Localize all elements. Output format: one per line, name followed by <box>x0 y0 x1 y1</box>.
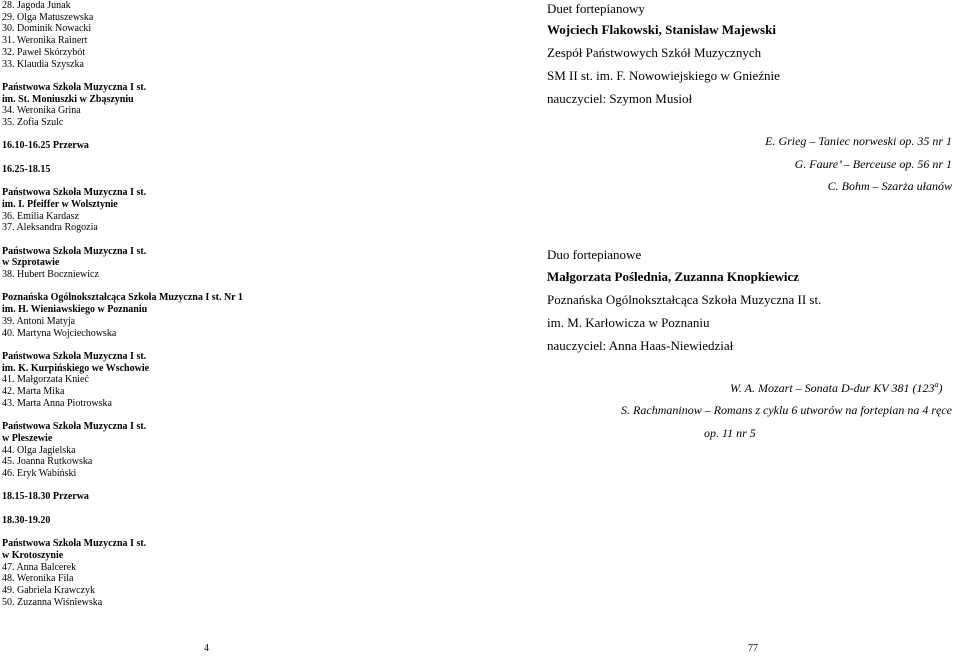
school-heading: Państwowa Szkoła Muzyczna I st. <box>2 421 147 433</box>
list-item: 45. Joanna Rutkowska <box>2 456 93 468</box>
school-heading: Państwowa Szkoła Muzyczna I st. <box>2 538 147 550</box>
school-heading: Państwowa Szkoła Muzyczna I st. <box>2 187 147 199</box>
duet-school-line2: SM II st. im. F. Nowowiejskiego w Gnieźnie <box>547 68 780 83</box>
duo-work-2-cont: op. 11 nr 5 <box>704 426 756 440</box>
duo-work-2: S. Rachmaninow – Romans z cyklu 6 utworów na fortepian na 4 ręce <box>621 403 952 417</box>
list-item: 43. Marta Anna Piotrowska <box>2 397 112 409</box>
duet-category: Duet fortepianowy <box>547 1 645 16</box>
school-heading: im. I. Pfeiffer w Wolsztynie <box>2 198 118 210</box>
school-heading: Państwowa Szkoła Muzyczna I st. <box>2 245 147 257</box>
school-heading: Państwowa Szkoła Muzyczna I st. <box>2 81 147 93</box>
list-item: 38. Hubert Boczniewicz <box>2 269 99 281</box>
list-block-1 <box>2 0 302 70</box>
duet-performers: Wojciech Flakowski, Stanisław Majewski <box>547 22 776 37</box>
school-heading: w Pleszewie <box>2 432 53 444</box>
duet-work-3: C. Bohm – Szarża ułanów <box>827 179 952 193</box>
duet-work-1: E. Grieg – Taniec norweski op. 35 nr 1 <box>765 134 952 148</box>
duo-school-line2: im. M. Karłowicza w Poznaniu <box>547 315 710 330</box>
school-heading: w Szprotawie <box>2 257 60 269</box>
list-item: 35. Zofia Szulc <box>2 117 64 129</box>
list-item: 44. Olga Jagielska <box>2 444 76 456</box>
list-item: 40. Martyna Wojciechowska <box>2 327 117 339</box>
list-item: 31. Weronika Rainert <box>2 35 88 47</box>
school-heading: im. St. Moniuszki w Zbąszyniu <box>2 93 134 105</box>
duet-school-line1: Zespół Państwowych Szkół Muzycznych <box>547 45 762 60</box>
duo-work-1-main: W. A. Mozart – Sonata D-dur KV 381 (123 <box>730 381 935 395</box>
list-item: 30. Dominik Nowacki <box>2 23 92 35</box>
duo-category: Duo fortepianowe <box>547 247 642 262</box>
session-heading: 16.25-18.15 <box>2 163 51 175</box>
school-heading: Poznańska Ogólnokształcąca Szkoła Muzyczna I st. Nr 1 <box>2 292 243 304</box>
duo-teacher: nauczyciel: Anna Haas-Niewiedział <box>547 338 734 353</box>
list-item: 50. Zuzanna Wiśniewska <box>2 596 103 608</box>
list-item: 34. Weronika Grina <box>2 105 81 117</box>
list-item: 48. Weronika Fila <box>2 573 74 585</box>
list-item: 28. Jagoda Junak <box>2 0 71 11</box>
list-item: 36. Emilia Kardasz <box>2 210 79 222</box>
session-heading: 18.30-19.20 <box>2 514 51 526</box>
list-item: 42. Marta Mika <box>2 386 65 398</box>
school-heading: im. K. Kurpińskiego we Wschowie <box>2 362 150 374</box>
page-number-right: 77 <box>748 643 758 654</box>
duo-work-1 <box>730 380 942 396</box>
list-item: 33. Klaudia Szyszka <box>2 58 84 70</box>
list-item: 46. Eryk Wabiński <box>2 468 77 479</box>
duo-work-1-sup: a <box>934 380 939 389</box>
duet-teacher: nauczyciel: Szymon Musioł <box>547 91 693 106</box>
list-item: 47. Anna Balcerek <box>2 561 77 573</box>
break-heading: 18.15-18.30 Przerwa <box>2 491 89 503</box>
left-page <box>2 0 302 608</box>
school-heading: im. H. Wieniawskiego w Poznaniu <box>2 304 148 316</box>
duo-performers: Małgorzata Poślednia, Zuzanna Knopkiewicz <box>547 269 800 284</box>
page-number-left: 4 <box>204 643 209 654</box>
duo-work-1-end: ) <box>938 381 943 395</box>
list-item: 32. Paweł Skórzybót <box>2 46 86 58</box>
duo-school-line1: Poznańska Ogólnokształcąca Szkoła Muzyczna II st. <box>547 292 822 307</box>
list-item: 41. Małgorzata Knieć <box>2 374 89 386</box>
break-heading: 16.10-16.25 Przerwa <box>2 140 89 152</box>
list-item: 29. Olga Matuszewska <box>2 11 94 23</box>
school-heading: Państwowa Szkoła Muzyczna I st. <box>2 350 147 362</box>
list-item: 39. Antoni Matyja <box>2 315 76 327</box>
list-item: 37. Aleksandra Rogozia <box>2 222 98 234</box>
duet-work-2: G. Faure’ – Berceuse op. 56 nr 1 <box>794 157 952 171</box>
school-heading: w Krotoszynie <box>2 549 64 561</box>
list-item: 49. Gabriela Krawczyk <box>2 584 96 596</box>
